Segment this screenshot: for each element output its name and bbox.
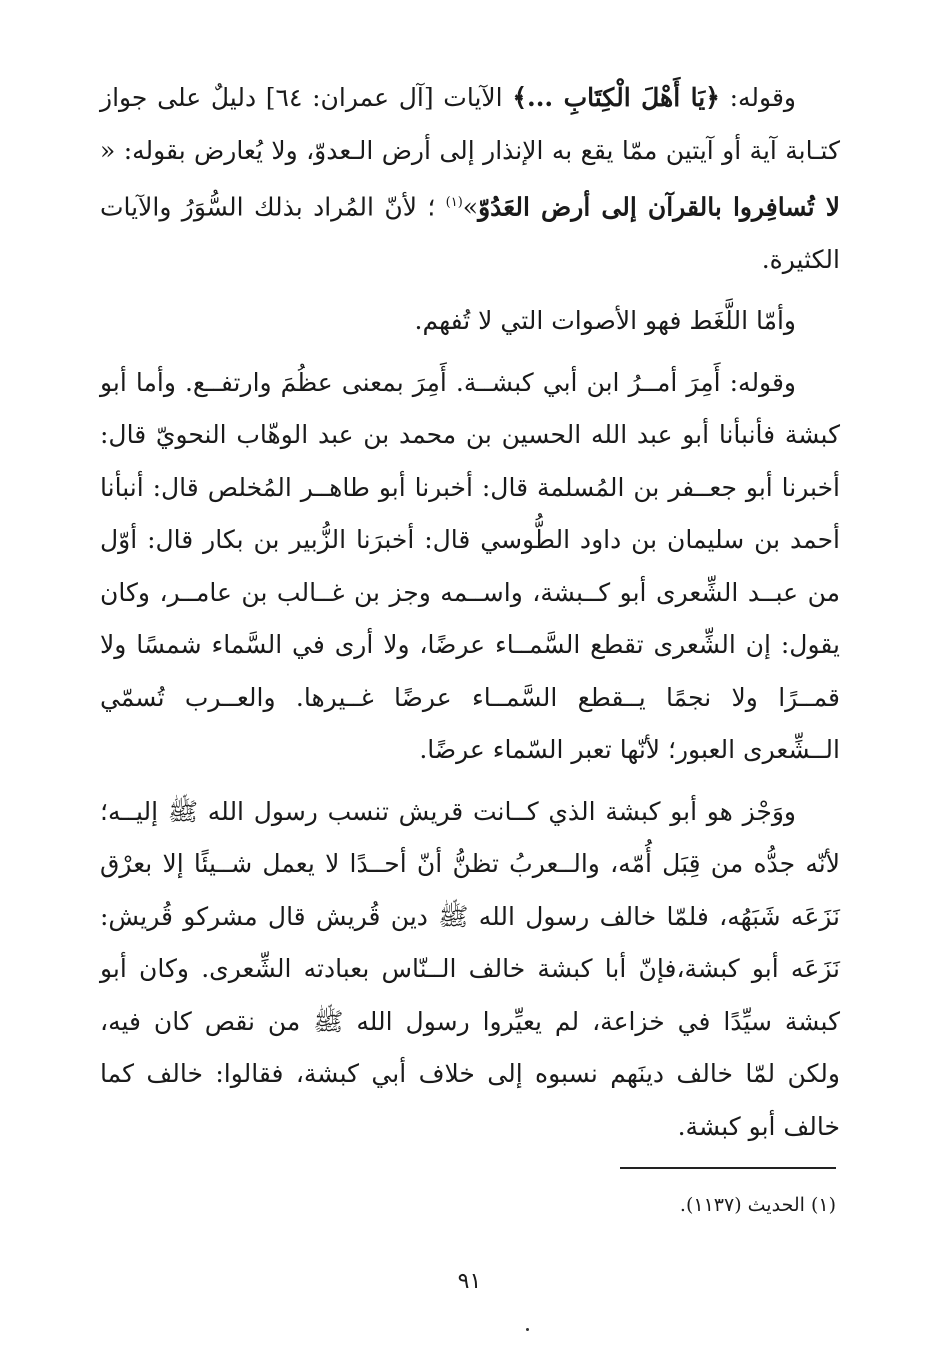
quran-verse: ﴿يَا أَهْلَ الْكِتَابِ ...﴾ — [512, 83, 720, 112]
footnote: (١) الحديث (١١٣٧). — [679, 1194, 836, 1216]
paragraph-abu-kabsha: وقوله: أَمِرَ أمــرُ ابن أبي كبشــة. أَمِرَ بمعنى عظُمَ وارتفــع. وأما أبو كبشة فأنبأنا أبو عبد الله الحسين بن محمد بن عبد الوهّاب النحويّ قال: أخبرنا أبو جعــفر بن المُسلمة قال: أخبرنا أبو طاهــر المُخلص قال: أنبأنا أحمد بن سليمان بن داود الطُّوسي قال: أخبرَنا الزُّبير بن بكار قال: أوّل من عبــد الشِّعرى أبو كــبشة، واســمه وجز بن غــالب بن عامــر، وكان يقول: إن الشِّعرى تقطع السَّمــاء عرضًا، ولا أرى في السَّماء شمسًا ولا قمــرًا ولا نجمًا يــقطع السَّمــاء عرضًا غــيرها. والعــرب تُسمّي الــشِّعرى العبور؛ لأنّها تعبر السّماء عرضًا. — [100, 367, 840, 765]
paragraph-text: وقوله: — [719, 83, 796, 112]
paragraph-laghat: وأمّا اللَّغَط فهو الأصوات التي لا تُفهم. — [414, 306, 796, 336]
paragraph-text: ؛ لأنّ المُراد بذلك السُّوَرُ والآيات الكثيرة. — [100, 192, 840, 274]
footnote-divider — [620, 1167, 836, 1169]
page-dot — [526, 1328, 529, 1331]
main-text — [100, 72, 840, 1162]
page-number: ٩١ — [457, 1269, 482, 1294]
hadith-quote: لا تُسافِروا بالقرآن إلى أرض العَدُوّ — [478, 192, 840, 222]
footnote-marker: (١) — [445, 195, 463, 210]
paragraph-text: الآيات [آل عمران: ٦٤] دليلٌ على جواز كتـابة آية أو آيتين ممّا يقع به الإنذار إلى أرض الـعدوّ، ولا يُعارض بقوله: « — [100, 83, 840, 165]
paragraph-wajz: ووَجْز هو أبو كبشة الذي كــانت قريش تنسب رسول الله ﷺ إليــه؛ لأنّه جدُّه من قِبَل أُمّه، والــعربُ تظنُّ أنّ أحــدًا لا يعمل شــيئًا إلا بعرْق نَزَعَه شَبَهُه، فلمّا خالف رسول الله ﷺ دين قُريش قال مشركو قُريش: نَزَعَه أبو كبشة،فإنّ أبا كبشة خالف الــنّاس بعبادته الشِّعرى. وكان أبو كبشة سيِّدًا في خزاعة، لم يعيِّروا رسول الله ﷺ من نقص كان فيه، ولكن لمّا خالف دينَهم نسبوه إلى خلاف أبي كبشة، فقالوا: خالف كما خالف أبو كبشة. — [100, 796, 840, 1141]
quote-close: » — [462, 192, 479, 222]
paragraph-ahl-al-kitab — [100, 72, 840, 286]
